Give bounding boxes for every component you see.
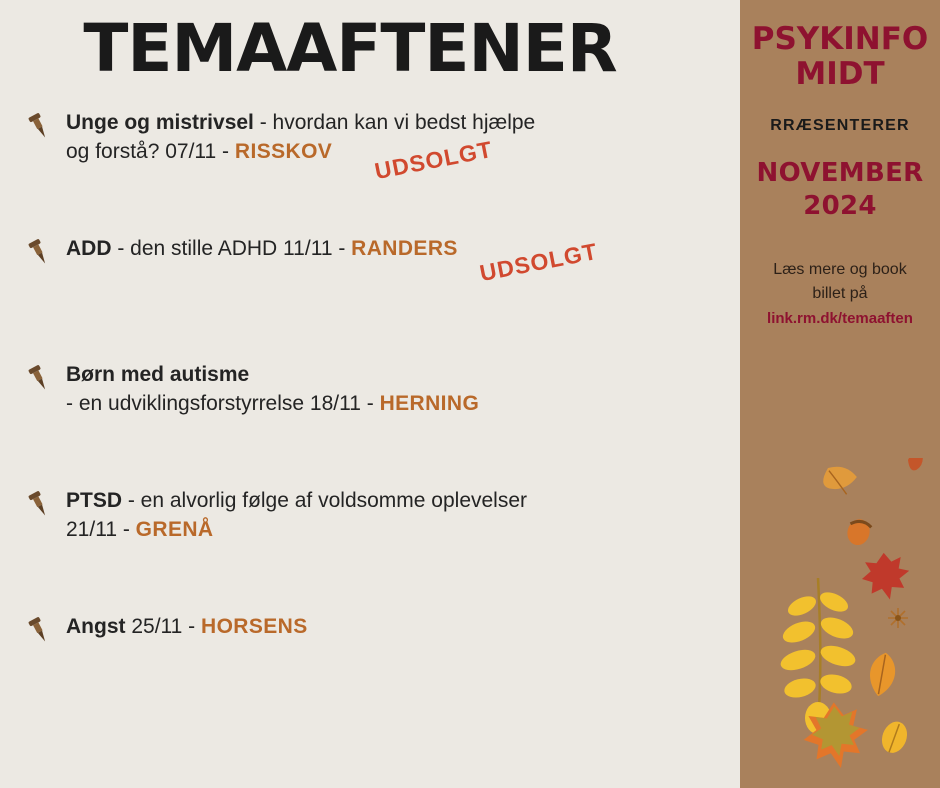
- event-text: [66, 361, 740, 419]
- leaf-icon: [799, 698, 873, 772]
- leaf-icon: [878, 718, 911, 756]
- presents-label: RRÆSENTERER: [770, 117, 910, 135]
- leaf-icon: [778, 578, 858, 734]
- status-badge: UDSOLGT: [372, 136, 495, 185]
- seed-icon: [888, 608, 908, 628]
- sidebar: [740, 0, 940, 788]
- event-text: [66, 487, 740, 545]
- booking-info: [740, 258, 940, 331]
- status-badge: UDSOLGT: [477, 238, 600, 287]
- event-title: Angst: [66, 615, 126, 639]
- event-text: [66, 613, 740, 642]
- list-item[interactable]: [24, 487, 740, 587]
- booking-line-1: Læs mere og book: [773, 261, 907, 279]
- list-item[interactable]: [24, 235, 740, 335]
- event-desc: - en udviklingsforstyrrelse 18/11 -: [66, 392, 380, 416]
- event-city: RANDERS: [351, 237, 458, 261]
- pushpin-icon: [24, 615, 54, 645]
- brand-name: [740, 22, 940, 91]
- booking-line-2: billet på: [812, 285, 868, 303]
- event-title: Børn med autisme: [66, 363, 250, 387]
- year-label: 2024: [803, 190, 877, 221]
- pushpin-icon: [24, 489, 54, 519]
- event-text: [66, 235, 740, 264]
- list-item[interactable]: [24, 613, 740, 653]
- date-block: [740, 157, 940, 222]
- booking-link[interactable]: link.rm.dk/temaaften: [767, 310, 913, 328]
- brand-line-1: PSYKINFO: [751, 21, 929, 57]
- event-city: RISSKOV: [234, 140, 333, 164]
- event-title: ADD: [66, 237, 112, 261]
- event-date: og forstå? 07/11 -: [66, 140, 235, 164]
- month-label: NOVEMBER: [756, 158, 924, 189]
- list-item[interactable]: [24, 109, 740, 209]
- leaf-icon: [906, 458, 927, 472]
- event-date: 21/11 -: [66, 518, 136, 542]
- list-item[interactable]: [24, 361, 740, 461]
- brand-line-2: MIDT: [795, 55, 885, 92]
- event-title: PTSD: [66, 489, 123, 513]
- leaf-icon: [858, 549, 913, 604]
- event-desc: 25/11 -: [125, 615, 201, 639]
- event-desc: - hvordan kan vi bedst hjælpe: [253, 111, 536, 135]
- event-city: HORSENS: [201, 615, 308, 639]
- leaf-icon: [820, 461, 858, 497]
- leaf-icon: [845, 517, 873, 548]
- pushpin-icon: [24, 237, 54, 267]
- autumn-leaves-decoration: [740, 458, 940, 788]
- pushpin-icon: [24, 111, 54, 141]
- pushpin-icon: [24, 363, 54, 393]
- event-desc: - en alvorlig følge af voldsomme oplevelser: [122, 489, 528, 513]
- event-city: HERNING: [379, 392, 480, 416]
- page-title: TEMAAFTENER: [83, 10, 617, 87]
- event-title: Unge og mistrivsel: [66, 111, 254, 135]
- event-list: [0, 109, 740, 653]
- event-desc: - den stille ADHD 11/11 -: [111, 237, 352, 261]
- leaf-icon: [866, 651, 898, 699]
- event-city: GRENÅ: [135, 518, 214, 542]
